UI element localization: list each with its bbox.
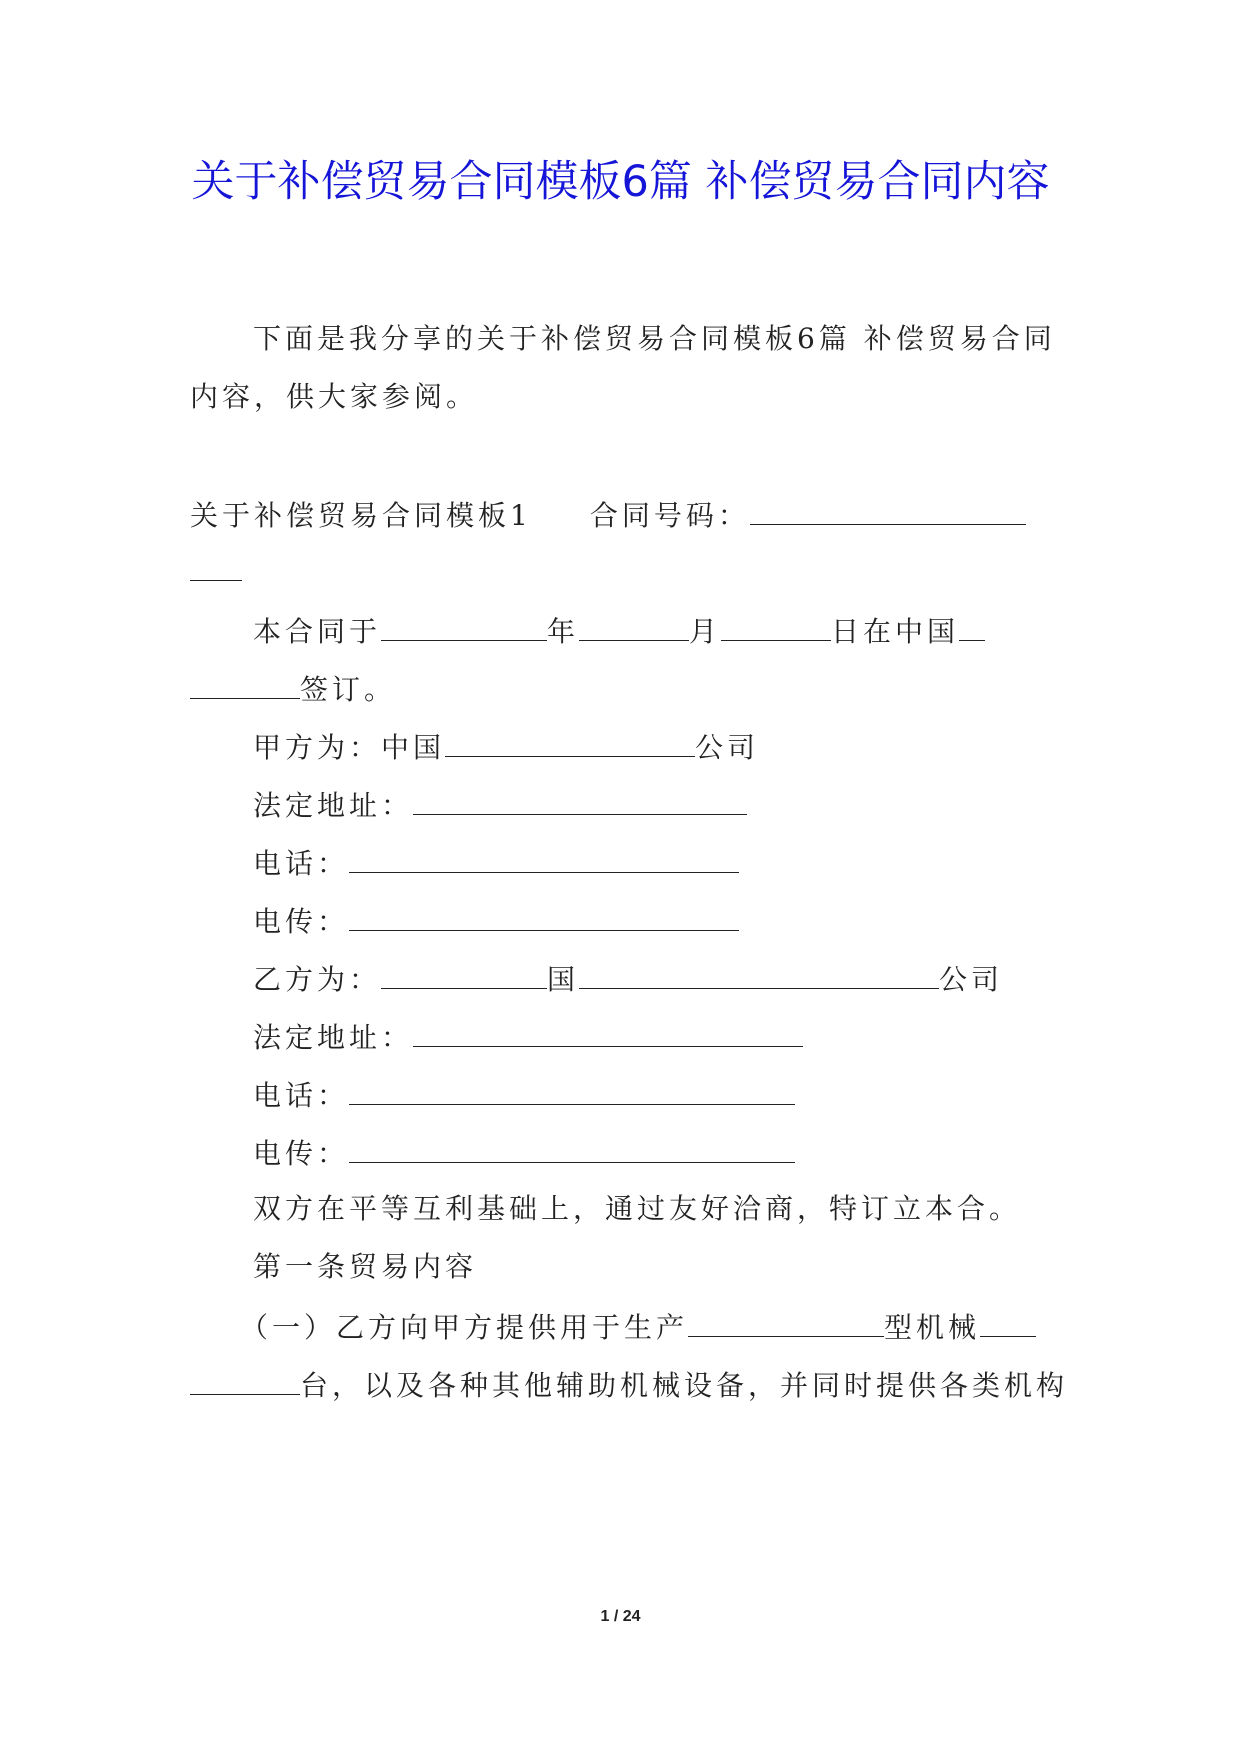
party-a-address-row <box>253 786 1113 823</box>
article-1-heading: 第一条贸易内容 <box>253 1250 478 1283</box>
agreement-text: 双方在平等互利基础上，通过友好洽商，特订立本合。 <box>253 1192 1022 1225</box>
intro-line-2: 内容，供大家参阅。 <box>190 380 479 413</box>
party-b-blank <box>579 960 939 989</box>
sign-prefix: 本合同于 <box>253 615 382 648</box>
item-1-text-b: 型机械 <box>884 1311 981 1344</box>
party-b-label: 乙方为： <box>253 963 382 996</box>
party-a-address-blank <box>413 786 747 815</box>
intro-line-1: 下面是我分享的关于补偿贸易合同模板6篇 补偿贸易合同 <box>253 322 1056 355</box>
contract-heading-row <box>190 496 1050 533</box>
party-a-fax-row <box>253 902 1113 939</box>
party-b-company: 公司 <box>939 963 1004 996</box>
party-b-country-label: 国 <box>547 963 580 996</box>
item-1-text-c: 台，以及各种其他辅助机械设备，并同时提供各类机构 <box>300 1369 1069 1402</box>
party-b-row <box>253 960 1113 997</box>
model-blank <box>688 1308 884 1337</box>
party-b-address-label: 法定地址： <box>253 1021 414 1054</box>
party-b-phone-blank <box>349 1076 795 1105</box>
month-blank <box>579 612 689 641</box>
quantity-blank <box>980 1308 1036 1337</box>
party-b-fax-blank <box>349 1134 795 1163</box>
party-b-country-blank <box>381 960 547 989</box>
party-a-company: 公司 <box>695 731 760 764</box>
item-1-row <box>240 1308 1100 1345</box>
contract-number-label: 合同号码： <box>589 499 750 532</box>
party-a-phone-label: 电话： <box>253 847 350 880</box>
quantity-blank-cont <box>190 1366 300 1395</box>
day-blank <box>721 612 831 641</box>
party-a-label: 甲方为：中国 <box>253 731 446 764</box>
party-a-fax-label: 电传： <box>253 905 350 938</box>
party-b-address-blank <box>413 1018 803 1047</box>
page-number: 1 / 24 <box>600 1608 641 1625</box>
party-b-phone-row <box>253 1076 1113 1113</box>
party-a-address-label: 法定地址： <box>253 789 414 822</box>
document-title: 关于补偿贸易合同模板6篇 补偿贸易合同内容 <box>191 157 1050 207</box>
day-place-label: 日在中国 <box>831 615 960 648</box>
party-b-address-row <box>253 1018 1113 1055</box>
year-blank <box>381 612 547 641</box>
month-label: 月 <box>689 615 722 648</box>
party-a-fax-blank <box>349 902 739 931</box>
sign-date-row <box>253 612 1113 649</box>
signed-row <box>190 670 1050 707</box>
party-b-fax-label: 电传： <box>253 1137 350 1170</box>
year-label: 年 <box>547 615 580 648</box>
item-1-text-a: （一）乙方向甲方提供用于生产 <box>240 1311 689 1344</box>
party-b-fax-row <box>253 1134 1113 1171</box>
party-b-phone-label: 电话： <box>253 1079 350 1112</box>
item-1-row-2 <box>190 1366 1069 1403</box>
contract-heading: 关于补偿贸易合同模板1 <box>190 499 532 532</box>
place-blank <box>959 612 985 641</box>
party-a-phone-row <box>253 844 1113 881</box>
contract-number-blank <box>750 496 1026 525</box>
party-a-row <box>253 728 1113 765</box>
contract-number-blank-cont <box>190 552 1050 589</box>
signed-label: 签订。 <box>300 673 397 706</box>
place-blank-cont <box>190 670 300 699</box>
party-a-blank <box>445 728 695 757</box>
party-a-phone-blank <box>349 844 739 873</box>
